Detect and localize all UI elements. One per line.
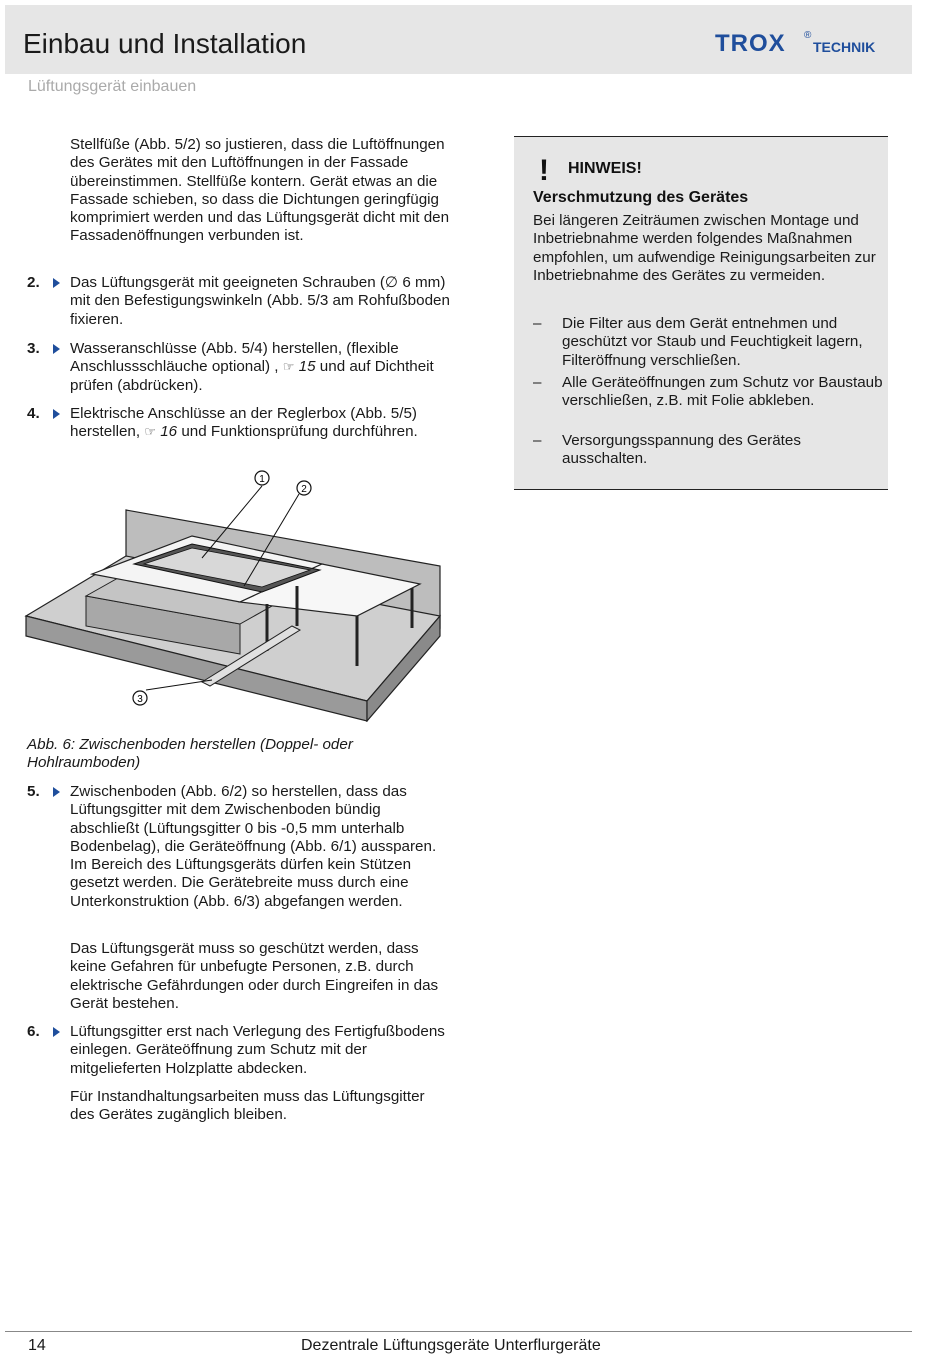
step-number: 3. <box>27 340 40 357</box>
footer-divider <box>5 1331 912 1332</box>
step-text: Das Lüftungsgerät mit geeigneten Schrauben (∅ 6 mm) mit den Befestigungswinkeln (Abb. 5/3 am Rohfußboden fixieren. <box>70 274 450 328</box>
pointing-hand-icon: ☞ <box>282 359 295 375</box>
step-arrow-icon <box>53 787 60 797</box>
hint-title: Verschmutzung des Gerätes <box>533 189 749 206</box>
hint-bullet: Die Filter aus dem Gerät entnehmen und geschützt vor Staub und Feuchtigkeit lagern, Filteröffnung verschließen. <box>562 315 863 369</box>
bullet-dash: – <box>533 374 542 391</box>
step-text-b: und auf Dichtheit prüfen (abdrücken). <box>70 358 434 394</box>
hint-body: Bei längeren Zeiträumen zwischen Montage und Inbetriebnahme werden folgendes Maßnahmen empfohlen, um aufwendige Reinigungsarbeiten zur Inbetriebnahme des Gerätes zu vermeiden. <box>533 212 876 284</box>
bullet-dash: – <box>533 432 542 449</box>
step-arrow-icon <box>53 278 60 288</box>
step-text-a: Wasseranschlüsse (Abb. 5/4) herstellen, (flexible Anschlussschläuche optional) , <box>70 340 399 376</box>
step-number: 2. <box>27 274 40 291</box>
hint-label: HINWEIS! <box>568 160 642 177</box>
bullet-dash: – <box>533 315 542 332</box>
step-text: Zwischenboden (Abb. 6/2) so herstellen, dass das Lüftungsgitter mit dem Zwischenboden bündig abschließt (Lüftungsgitter 0 bis -0,5 mm unterhalb Bodenbelag), die Geräteöffnung (Abb. 6/1) aussparen. Im Bereich des Lüftungsgeräts dürfen kein Stützen gesetzt werden. Die Gerätebreite muss durch eine Unterkonstruktion (Abb. 6/3) abgefangen werden. <box>70 783 437 910</box>
step-arrow-icon <box>53 1027 60 1037</box>
callout-label: 2 <box>301 484 307 495</box>
page-number: 14 <box>28 1337 46 1354</box>
hint-bullet: Versorgungsspannung des Gerätes ausschalten. <box>562 432 801 468</box>
logo-main: TROX <box>715 30 786 57</box>
trox-logo <box>715 30 885 60</box>
logo-registered: ® <box>804 30 812 41</box>
step-arrow-icon <box>53 344 60 354</box>
figure-caption: Abb. 6: Zwischenboden herstellen (Doppel- oder Hohlraumboden) <box>27 736 353 772</box>
step-number: 6. <box>27 1023 40 1040</box>
step-text-a: Elektrische Anschlüsse an der Reglerbox (Abb. 5/5) herstellen, <box>70 405 417 441</box>
callout-label: 1 <box>259 474 265 485</box>
step-note: Das Lüftungsgerät muss so geschützt werden, dass keine Gefahren für unbefugte Personen, z.B. durch elektrische Gefährdungen oder durch Eingreifen in das Gerät bestehen. <box>70 940 439 1012</box>
footer-title: Dezentrale Lüftungsgeräte Unterflurgeräte <box>301 1337 601 1354</box>
step-text <box>70 340 450 395</box>
pointing-hand-icon: ☞ <box>144 424 156 440</box>
callout-label: 3 <box>137 694 143 705</box>
step-text: Lüftungsgitter erst nach Verlegung des Fertigfußbodens einlegen. Geräteöffnung zum Schutz mit der mitgelieferten Holzplatte abdecken. <box>70 1023 445 1077</box>
section-subtitle: Lüftungsgerät einbauen <box>28 78 197 95</box>
installation-illustration <box>22 466 452 722</box>
intro-paragraph: Stellfüße (Abb. 5/2) so justieren, dass die Luftöffnungen des Gerätes mit den Luftöffnungen in der Fassade übereinstimmen. Stellfüße kontern. Gerät etwas an die Fassade schieben, so dass die Dichtungen geringfügig komprimiert werden und das Lüftungsgerät dicht mit den Fassadenöffnungen verbunden ist. <box>70 136 450 245</box>
step-arrow-icon <box>53 409 60 419</box>
step-text-b: und Funktionsprüfung durchführen. <box>181 423 418 441</box>
step-number: 4. <box>27 405 40 422</box>
page-title: Einbau und Installation <box>23 28 307 59</box>
hint-bullet: Alle Geräteöffnungen zum Schutz vor Baustaub verschließen, z.B. mit Folie abkleben. <box>562 374 883 410</box>
step-number: 5. <box>27 783 40 800</box>
step-text <box>70 405 450 442</box>
page-ref: 16 <box>160 423 178 441</box>
logo-sub: TECHNIK <box>813 39 876 55</box>
step-note: Für Instandhaltungsarbeiten muss das Lüftungsgitter des Gerätes zugänglich bleiben. <box>70 1088 425 1124</box>
exclamation-icon: ! <box>539 154 549 187</box>
page-ref: 15 <box>298 358 316 376</box>
